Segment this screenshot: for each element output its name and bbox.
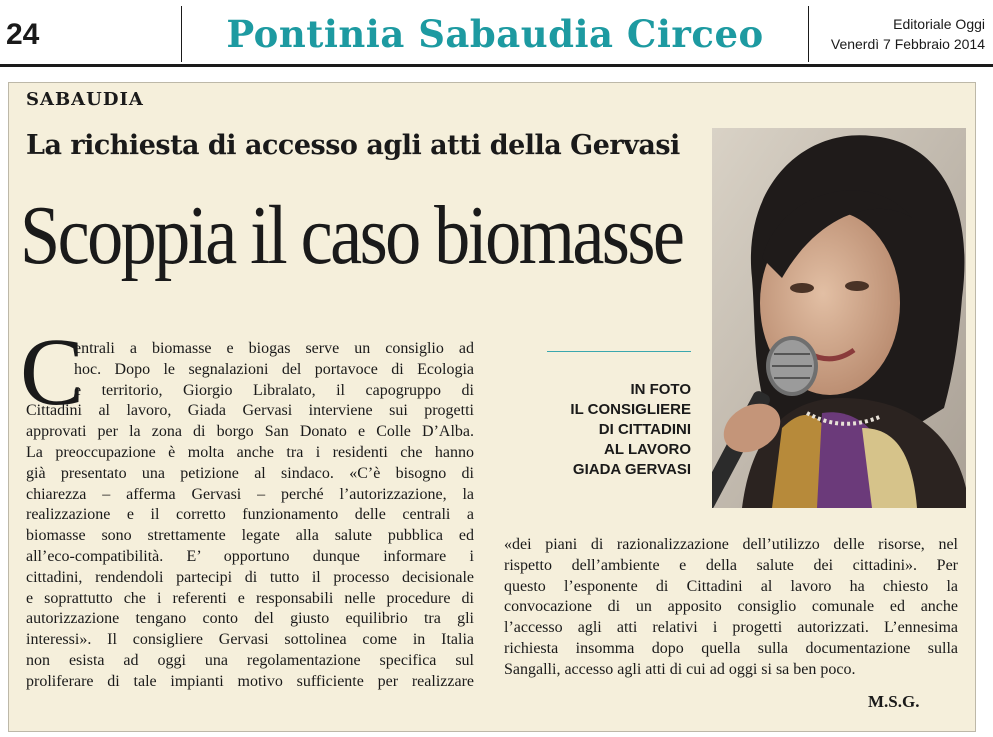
body-line: proliferare di tale impianti motivo sufficiente per realizzare — [26, 672, 474, 690]
body-line: e soprattutto che i referenti e responsabili nelle procedure di — [26, 589, 474, 607]
caption-rule — [547, 351, 691, 352]
body-line: hoc. Dopo le segnalazioni del portavoce di Ecologia — [74, 360, 474, 378]
body-line: l’accesso agli atti relativi i progetti autorizzati. L’ennesima — [504, 619, 958, 637]
body-line: approvati per la zona di borgo San Donato e Colle D’Alba. — [26, 423, 474, 441]
section-label: SABAUDIA — [26, 89, 144, 110]
body-line: già presentato una petizione al sindaco. «C’è bisogno di — [26, 464, 474, 482]
page-header — [0, 0, 993, 66]
body-line: chiarezza – afferma Gervasi – perché l’autorizzazione, la — [26, 485, 474, 503]
article-photo — [712, 128, 966, 508]
caption-line: IN FOTO — [630, 381, 691, 398]
article-headline: Scoppia il caso biomasse — [20, 189, 683, 282]
drop-cap: C — [20, 318, 85, 425]
caption-line: AL LAVORO — [604, 441, 691, 458]
body-line: realizzazione e il corretto funzionamento delle centrali a — [26, 506, 474, 524]
body-line: entrali a biomasse e biogas serve un consiglio ad — [74, 340, 474, 357]
photo-caption — [520, 380, 691, 480]
body-line: interessi». Il consigliere Gervasi sottolinea come in Italia — [26, 631, 474, 649]
body-line: convocazione di un apposito consiglio comunale ed anche — [504, 598, 958, 616]
body-line: richiesta insomma dopo quella sulla documentazione sulla — [504, 639, 958, 657]
body-line: biomasse sono strettamente legate alla salute pubblica ed — [26, 527, 474, 545]
body-line: rispetto dell’ambiente e della salute dei cittadini». Per — [504, 556, 958, 574]
body-line: autorizzazione tengano conto del giusto equilibrio tra gli — [26, 610, 474, 628]
article-column-2 — [504, 535, 958, 681]
publication-date: Venerdì 7 Febbraio 2014 — [830, 36, 985, 52]
body-line: La preoccupazione è molta anche tra i residenti che hanno — [26, 443, 474, 461]
author-signature: M.S.G. — [868, 692, 920, 711]
body-line: e territorio, Giorgio Libralato, il capogruppo di — [74, 381, 474, 399]
body-line: questo l’esponente di Cittadini al lavoro ha chiesto la — [504, 577, 958, 595]
article-column-1 — [26, 339, 474, 693]
header-divider — [808, 6, 809, 62]
publisher-name: Editoriale Oggi — [893, 16, 985, 32]
masthead-title: Pontinia Sabaudia Circeo — [226, 12, 764, 56]
header-rule — [0, 64, 993, 67]
body-line: all’eco-compatibilità. E’ opportuno dunque informare i — [26, 547, 474, 565]
body-line: Sangalli, accesso agli atti di cui ad oggi si sa ben poco. — [504, 660, 856, 678]
portrait-illustration — [712, 128, 966, 508]
caption-line: IL CONSIGLIERE — [570, 401, 691, 418]
page-number: 24 — [6, 18, 40, 51]
body-line: Cittadini al lavoro, Giada Gervasi interviene sui progetti — [26, 402, 474, 420]
body-line: «dei piani di razionalizzazione dell’utilizzo delle risorse, nel — [504, 536, 958, 553]
body-line: cittadini, rendendoli partecipi di tutto il processo decisionale — [26, 568, 474, 586]
caption-line: GIADA GERVASI — [572, 461, 691, 478]
caption-line: DI CITTADINI — [598, 421, 691, 438]
article-overline: La richiesta di accesso agli atti della Gervasi — [26, 130, 680, 161]
body-line: non esista ad oggi una regolamentazione specifica sul — [26, 651, 474, 669]
